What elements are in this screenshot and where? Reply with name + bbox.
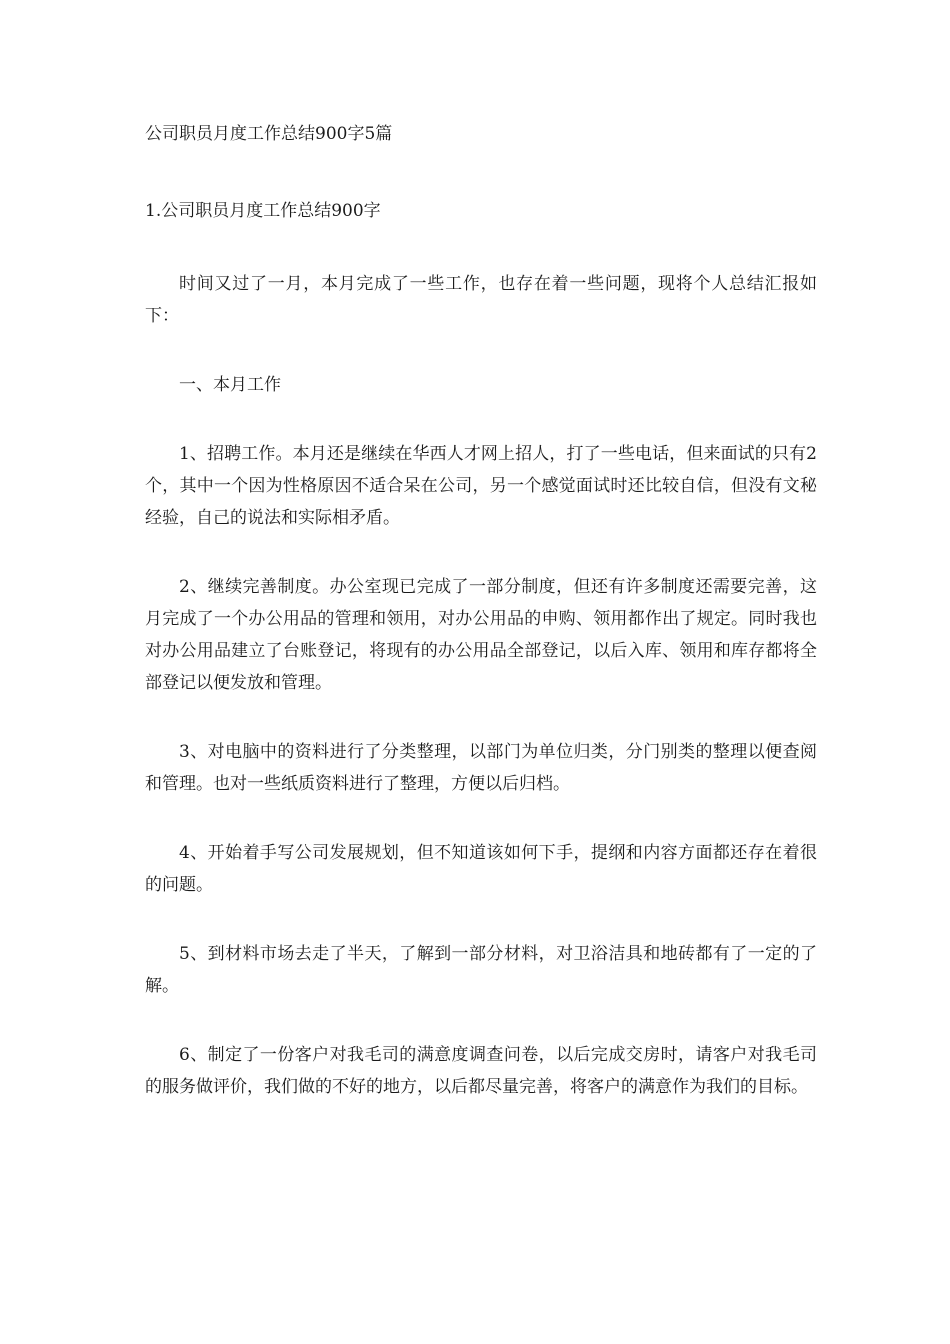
paragraph-item-6: 6、制定了一份客户对我毛司的满意度调查问卷，以后完成交房时，请客户对我毛司的服务做评价，我们做的不好的地方，以后都尽量完善，将客户的满意作为我们的目标。 (145, 1045, 817, 1097)
intro-paragraph: 时间又过了一月，本月完成了一些工作，也存在着一些问题，现将个人总结汇报如下： (145, 274, 817, 326)
paragraph-item-3: 3、对电脑中的资料进行了分类整理，以部门为单位归类，分门别类的整理以便查阅和管理。也对一些纸质资料进行了整理，方便以后归档。 (145, 742, 817, 794)
section-title: 1.公司职员月度工作总结900字 (145, 201, 381, 221)
paragraph-item-4: 4、开始着手写公司发展规划，但不知道该如何下手，提纲和内容方面都还存在着很的问题。 (145, 843, 817, 895)
document-body (145, 268, 817, 1140)
paragraph-item-2: 2、继续完善制度。办公室现已完成了一部分制度，但还有许多制度还需要完善，这月完成了一个办公用品的管理和领用，对办公用品的申购、领用都作出了规定。同时我也对办公用品建立了台账登记，将现有的办公用品全部登记，以后入库、领用和库存都将全部登记以便发放和管理。 (145, 577, 817, 693)
heading-this-month-work: 一、本月工作 (179, 375, 281, 395)
paragraph-item-5: 5、到材料市场去走了半天，了解到一部分材料，对卫浴洁具和地砖都有了一定的了解。 (145, 944, 817, 996)
paragraph-item-1: 1、招聘工作。本月还是继续在华西人才网上招人，打了一些电话，但来面试的只有2个，其中一个因为性格原因不适合呆在公司，另一个感觉面试时还比较自信，但没有文秘经验，自己的说法和实际相矛盾。 (145, 444, 817, 528)
document-title: 公司职员月度工作总结900字5篇 (145, 124, 393, 144)
